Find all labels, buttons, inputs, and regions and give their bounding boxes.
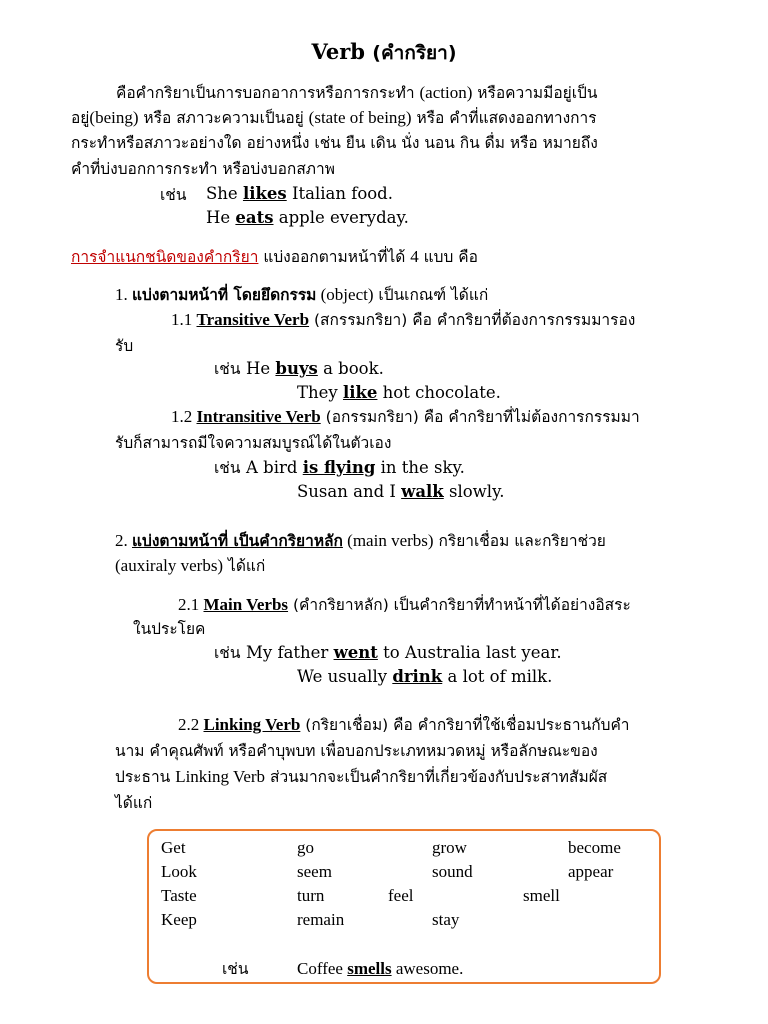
linking-verb-cell: smell <box>523 886 560 905</box>
example-sentence: Coffee smells awesome. <box>297 959 464 978</box>
section-2-2-line-1: 2.2 Linking Verb (กริยาเชื่อม) คือ คำกริยาที่ใช้เชื่อมประธานกับคำ <box>178 715 630 734</box>
linking-verb-cell: turn <box>297 886 325 905</box>
section-2-2-line-4: ได้แก่ <box>115 794 153 812</box>
linking-verb-cell: Taste <box>161 886 197 905</box>
section-2-2-line-3: ประธาน Linking Verb ส่วนมากจะเป็นคำกริยาที่เกี่ยวข้องกับประสาทสัมผัส <box>115 767 608 786</box>
classification-heading: การจำแนกชนิดของคำกริยา แบ่งออกตามหน้าที่ได้ 4 แบบ คือ <box>71 247 478 266</box>
intro-line-4: คำที่บ่งบอกการกระทำ หรือบ่งบอกสภาพ <box>71 160 335 178</box>
example-sentence: A bird is flying in the sky. <box>246 458 465 477</box>
example-sentence: He buys a book. <box>246 359 384 378</box>
linking-verb-cell: Look <box>161 862 197 881</box>
example-label: เช่น <box>214 360 241 378</box>
linking-verb-cell: Keep <box>161 910 197 929</box>
example-sentence: She likes Italian food. <box>206 184 393 203</box>
example-sentence: My father went to Australia last year. <box>246 643 562 662</box>
section-1-1-line-1: 1.1 Transitive Verb (สกรรมกริยา) คือ คำกริยาที่ต้องการกรรมมารอง <box>171 310 636 329</box>
section-1-2-line-1: 1.2 Intransitive Verb (อกรรมกริยา) คือ คำกริยาที่ไม่ต้องการกรรมมา <box>171 407 640 426</box>
section-2-2-line-2: นาม คำคุณศัพท์ หรือคำบุพบท เพื่อบอกประเภทหมวดหมู่ หรือลักษณะของ <box>115 742 598 760</box>
section-1-title: 1. แบ่งตามหน้าที่ โดยยึดกรรม (object) เป็นเกณฑ์ ได้แก่ <box>115 285 489 304</box>
page-title: Verb (คำกริยา) <box>311 39 457 64</box>
example-label: เช่น <box>214 459 241 477</box>
linking-verb-cell: Get <box>161 838 186 857</box>
linking-verb-cell: sound <box>432 862 473 881</box>
section-1-2-line-2: รับก็สามารถมีใจความสมบูรณ์ได้ในตัวเอง <box>115 434 392 452</box>
example-sentence: We usually drink a lot of milk. <box>297 667 553 686</box>
linking-verb-cell: remain <box>297 910 345 929</box>
linking-verb-cell: seem <box>297 862 332 881</box>
linking-verb-cell: appear <box>568 862 614 881</box>
example-label: เช่น <box>160 186 187 204</box>
section-2-1-line-1: 2.1 Main Verbs (คำกริยาหลัก) เป็นคำกริยาที่ทำหน้าที่ได้อย่างอิสระ <box>178 595 631 614</box>
section-1-1-line-2: รับ <box>115 337 134 355</box>
example-sentence: He eats apple everyday. <box>206 208 409 227</box>
example-sentence: They like hot chocolate. <box>297 383 501 402</box>
linking-verb-cell: go <box>297 838 314 857</box>
intro-line-1: คือคำกริยาเป็นการบอกอาการหรือการกระทำ (action) หรือความมีอยู่เป็น <box>116 83 598 102</box>
linking-verb-cell: become <box>568 838 621 857</box>
linking-verb-cell: feel <box>388 886 414 905</box>
linking-verb-cell: stay <box>432 910 460 929</box>
example-label: เช่น <box>222 960 249 978</box>
example-sentence: Susan and I walk slowly. <box>297 482 505 501</box>
example-label: เช่น <box>214 644 241 662</box>
intro-line-3: กระทำหรือสภาวะอย่างใด อย่างหนึ่ง เช่น ยืน เดิน นั่ง นอน กิน ดื่ม หรือ หมายถึง <box>71 134 598 152</box>
section-2-title: 2. แบ่งตามหน้าที่ เป็นคำกริยาหลัก (main verbs) กริยาเชื่อม และกริยาช่วย <box>115 531 606 550</box>
linking-verb-cell: grow <box>432 838 467 857</box>
section-2-1-line-2: ในประโยค <box>133 620 206 638</box>
section-2-line-2: (auxiraly verbs) ได้แก่ <box>115 556 266 575</box>
intro-line-2: อยู่(being) หรือ สภาวะความเป็นอยู่ (state of being) หรือ คำที่แสดงออกทางการ <box>71 108 597 127</box>
